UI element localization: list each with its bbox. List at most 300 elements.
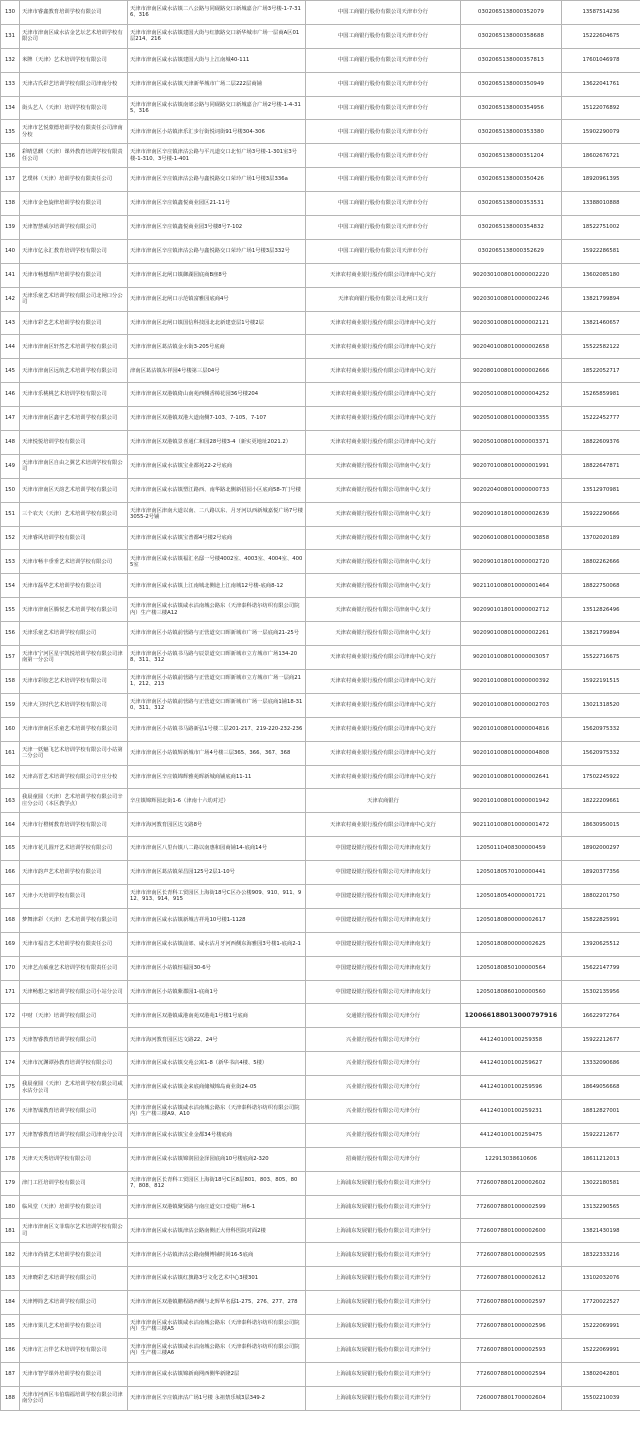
row-number-cell: 135 (1, 120, 20, 144)
address-cell: 天津市津南区小站镇前营路与正营道交口晖新城市广场一层底商1铺18-310、311、312 (128, 693, 306, 717)
bank-name-cell: 天津农商银行股份有限公司津南中心支行 (306, 454, 461, 478)
table-row (1, 287, 640, 311)
account-number-cell: 12050180800000002625 (461, 932, 562, 956)
phone-cell: 17601046978 (562, 48, 640, 72)
account-number-cell: 9020204008010000000733 (461, 478, 562, 502)
phone-cell: 15265859981 (562, 383, 640, 407)
table-row (1, 144, 640, 168)
row-number-cell: 188 (1, 1386, 20, 1410)
table-row (1, 884, 640, 908)
phone-cell: 15902290079 (562, 120, 640, 144)
row-number-cell: 171 (1, 980, 20, 1004)
school-name-cell: 天津市睿鑫教育培训学校有限公司 (20, 1, 128, 25)
phone-cell: 13512826496 (562, 598, 640, 622)
phone-cell: 16622972764 (562, 1004, 640, 1028)
phone-cell: 15222069991 (562, 1338, 640, 1362)
row-number-cell: 172 (1, 1004, 20, 1028)
phone-cell: 13821799894 (562, 287, 640, 311)
address-cell: 天津市津南区咸水沽镇宝业金都34号楼底商 (128, 1123, 306, 1147)
phone-cell: 15922212677 (562, 1028, 640, 1052)
table-row (1, 908, 640, 932)
account-number-cell: 9020901018010000002712 (461, 598, 562, 622)
row-number-cell: 141 (1, 263, 20, 287)
bank-name-cell: 中国工商银行股份有限公司天津市分行 (306, 192, 461, 216)
table-row (1, 956, 640, 980)
address-cell: 天津市津南区辛庄镇津沽公路与平凡道交口北恒广场3号楼-1-301室3号楼-1-310、3号楼-1-401 (128, 144, 306, 168)
school-name-cell: 天津智睿教育培训学校有限公司 (20, 1028, 128, 1052)
phone-cell: 15522582122 (562, 335, 640, 359)
address-cell: 天津市津南区咸水沽镇建国大街与红旗路交口新华城市广场一层商A区01层214、216 (128, 24, 306, 48)
bank-name-cell: 兴业银行股份有限公司天津分行 (306, 1076, 461, 1100)
school-name-cell: 天津智慧威尔培训学校有限公司 (20, 216, 128, 240)
table-row (1, 789, 640, 813)
phone-cell: 13821430198 (562, 1219, 640, 1243)
bank-name-cell: 兴业银行股份有限公司天津分行 (306, 1028, 461, 1052)
address-cell: 天津市津南区咸水沽镇咸水沽南城公路东（天津泰科诺尔纺织有限公司院内）生产楼三楼A9、A10 (128, 1099, 306, 1123)
row-number-cell: 145 (1, 359, 20, 383)
table-row (1, 1386, 640, 1410)
bank-name-cell: 兴业银行股份有限公司天津分行 (306, 1052, 461, 1076)
row-number-cell: 138 (1, 192, 20, 216)
address-cell: 天津市津南区咸水沽镇上江南城北侧途上江南城12号楼-底商8-12 (128, 574, 306, 598)
school-name-cell: 梦舞津彩（天津）艺术培训学校有限公司 (20, 908, 128, 932)
phone-cell: 15522716675 (562, 646, 640, 670)
school-name-cell: 天津天天秀培训学校有限公司 (20, 1147, 128, 1171)
school-name-cell: 天津市畅想理声培训学校有限公司 (20, 263, 128, 287)
phone-cell: 13602085180 (562, 263, 640, 287)
phone-cell: 15502210039 (562, 1386, 640, 1410)
table-row (1, 741, 640, 765)
phone-cell: 13821460657 (562, 311, 640, 335)
account-number-cell: 9020101008010000000392 (461, 669, 562, 693)
phone-cell: 13622041761 (562, 72, 640, 96)
table-row (1, 1099, 640, 1123)
row-number-cell: 157 (1, 646, 20, 670)
row-number-cell: 175 (1, 1076, 20, 1100)
school-name-cell: 天津古氏彩艺培训学校有限公司津南分校 (20, 72, 128, 96)
account-number-cell: 9020901008010000002261 (461, 622, 562, 646)
bank-name-cell: 上海浦东发展银行股份有限公司天津分行 (306, 1362, 461, 1386)
bank-name-cell: 交通银行股份有限公司天津分行 (306, 1004, 461, 1028)
table-row (1, 431, 640, 455)
bank-name-cell: 天津农村商业银行股份有限公司津南中心支行 (306, 383, 461, 407)
row-number-cell: 154 (1, 574, 20, 598)
phone-cell: 18602676721 (562, 144, 640, 168)
account-number-cell: 77260078801000002612 (461, 1267, 562, 1291)
school-name-cell: 彩晴思麒（天津）课外教育培训学校有限责任公司 (20, 144, 128, 168)
school-name-cell: 天津畅想之家培训学校有限公司小站分公司 (20, 980, 128, 1004)
table-row (1, 24, 640, 48)
bank-name-cell: 中国工商银行股份有限公司天津市分行 (306, 239, 461, 263)
bank-name-cell: 天津农商银行股份有限公司津南中心支行 (306, 622, 461, 646)
address-cell: 天津市津南区小站镇书马路新弘1号楼二层201-217、219-220-232-236 (128, 717, 306, 741)
school-name-cell: 天津市河西区韦伯瑞福培训学校有限公司津南分公司 (20, 1386, 128, 1410)
table-row (1, 646, 640, 670)
address-cell: 天津市津南区葛沽镇金水街3-205号底商 (128, 335, 306, 359)
row-number-cell: 185 (1, 1314, 20, 1338)
address-cell: 天津市津南区北闸口镇国信科技园北北新建壹层1号楼2层 (128, 311, 306, 335)
table-row (1, 526, 640, 550)
bank-name-cell: 天津农村商业银行股份有限公司津南中心支行 (306, 646, 461, 670)
row-number-cell: 180 (1, 1195, 20, 1219)
school-name-cell: 天津市沉渊谭孙教育培训学校有限公司 (20, 1052, 128, 1076)
account-number-cell: 12050180570100000441 (461, 861, 562, 885)
bank-name-cell: 天津农村商业银行股份有限公司津南中心支行 (306, 669, 461, 693)
address-cell: 天津市津南区咸水沽镇南郊公路与同砚路交口新城嘉合广场2号楼-1-4-315、316 (128, 96, 306, 120)
account-number-cell: 12050180850100000564 (461, 956, 562, 980)
table-row (1, 574, 640, 598)
address-cell: 天津市津南区咸水沽镇咸水沽南城公路东（天津泰科诺尔纺织有限公司院内）生产楼三楼A12 (128, 598, 306, 622)
account-number-cell: 441240100100259596 (461, 1076, 562, 1100)
address-cell: 津南区葛沽镇东祥园4号楼第三层04号 (128, 359, 306, 383)
table-row (1, 192, 640, 216)
row-number-cell: 173 (1, 1028, 20, 1052)
table-row (1, 383, 640, 407)
row-number-cell: 155 (1, 598, 20, 622)
row-number-cell: 142 (1, 287, 20, 311)
account-number-cell: 0302065138000352629 (461, 239, 562, 263)
account-number-cell: 12050180800000002617 (461, 908, 562, 932)
table-row (1, 311, 640, 335)
bank-name-cell: 上海浦东发展银行股份有限公司天津分行 (306, 1243, 461, 1267)
phone-cell: 13512970981 (562, 478, 640, 502)
bank-name-cell: 中国工商银行股份有限公司天津市分行 (306, 120, 461, 144)
school-name-cell: 天津市津南区轩然艺术培训学校有限公司 (20, 335, 128, 359)
account-number-cell: 12050180540000001721 (461, 884, 562, 908)
bank-name-cell: 上海浦东发展银行股份有限公司天津分行 (306, 1267, 461, 1291)
phone-cell: 13920625512 (562, 932, 640, 956)
address-cell: 天津市津南区八里台镇八二路以南惠和园商铺14-底商14号 (128, 837, 306, 861)
address-cell: 天津市津南区北闸口示范镇富雅园底商4号 (128, 287, 306, 311)
phone-cell: 18222209661 (562, 789, 640, 813)
school-name-cell: 天津市津南区文菲瑞尔艺术培训学校有限公司 (20, 1219, 128, 1243)
school-name-cell: 津门工匠培训学校有限公司 (20, 1171, 128, 1195)
row-number-cell: 150 (1, 478, 20, 502)
address-cell: 天津市津南区咸水沽镇咸水沽南城公路东（天津泰科诺尔纺织有限公司院内）生产楼三楼A6 (128, 1338, 306, 1362)
table-row (1, 48, 640, 72)
phone-cell: 18812827001 (562, 1099, 640, 1123)
table-body (1, 1, 640, 1411)
address-cell: 天津市津南区小站镇辉新城市广场4号楼三层365、366、367、368 (128, 741, 306, 765)
phone-cell: 18802262666 (562, 550, 640, 574)
row-number-cell: 140 (1, 239, 20, 263)
school-name-cell: 我晨童圆（天津）艺术培训学校有限公司咸水沽分公司 (20, 1076, 128, 1100)
school-name-cell: 中财（天津）培训学校有限公司 (20, 1004, 128, 1028)
address-cell: 天津市津南区辛庄镇津沽公路与鑫悦路交口荣玲广场1号楼3层336a (128, 168, 306, 192)
account-number-cell: 0302065138000352079 (461, 1, 562, 25)
bank-name-cell: 上海浦东发展银行股份有限公司天津分行 (306, 1291, 461, 1315)
phone-cell: 18522052717 (562, 359, 640, 383)
school-name-cell: 天津大卫时代艺术培训学校有限公司 (20, 693, 128, 717)
account-number-cell: 77260078801000002596 (461, 1314, 562, 1338)
school-name-cell: 天津市乐桃桃艺术培训学校有限公司 (20, 383, 128, 407)
phone-cell: 18611212013 (562, 1147, 640, 1171)
account-number-cell: 9020101008010000002641 (461, 765, 562, 789)
address-cell: 天津市津南区小站镇紫郡园1-底商1号 (128, 980, 306, 1004)
table-row (1, 454, 640, 478)
row-number-cell: 134 (1, 96, 20, 120)
row-number-cell: 161 (1, 741, 20, 765)
phone-cell: 15620975332 (562, 717, 640, 741)
account-number-cell: 9020101008010000004816 (461, 717, 562, 741)
bank-name-cell: 中国建设银行股份有限公司天津津南支行 (306, 837, 461, 861)
row-number-cell: 179 (1, 1171, 20, 1195)
school-name-cell: 米牌（天津）艺术培训学校有限公司 (20, 48, 128, 72)
bank-name-cell: 天津农商银行股份有限公司津南中心支行 (306, 526, 461, 550)
address-cell: 天津市津南区咸水沽镇宝业都苑22-2号底商 (128, 454, 306, 478)
school-name-cell: 临风堂（天津）培训学校有限公司 (20, 1195, 128, 1219)
row-number-cell: 153 (1, 550, 20, 574)
table-row (1, 669, 640, 693)
row-number-cell: 131 (1, 24, 20, 48)
phone-cell: 18822750068 (562, 574, 640, 598)
phone-cell: 15922212677 (562, 1123, 640, 1147)
address-cell: 天津市海河教育园区达文路22、24号 (128, 1028, 306, 1052)
phone-cell: 13132290565 (562, 1195, 640, 1219)
school-name-cell: 三个农夫（天津）艺术培训学校有限公司 (20, 502, 128, 526)
school-name-cell: 天津市韵声艺术培训学校有限公司 (20, 861, 128, 885)
row-number-cell: 148 (1, 431, 20, 455)
school-name-cell: 天津市津南区咸水沽金艺坛艺术培训学校有限公司 (20, 24, 128, 48)
school-name-cell: 天津市津南区自由之翼艺术培训学校有限公司 (20, 454, 128, 478)
account-number-cell: 77260078801000002597 (461, 1291, 562, 1315)
phone-cell: 17502245922 (562, 765, 640, 789)
row-number-cell: 167 (1, 884, 20, 908)
address-cell: 天津市津南区咸水沽镇宝普都4号楼2号底商 (128, 526, 306, 550)
phone-cell: 13587514236 (562, 1, 640, 25)
account-number-cell: 77260078801000002599 (461, 1195, 562, 1219)
account-number-cell: 0302065138000350426 (461, 168, 562, 192)
table-row (1, 1362, 640, 1386)
account-number-cell: 0302065138000354956 (461, 96, 562, 120)
account-number-cell: 9020501008010000004252 (461, 383, 562, 407)
table-row (1, 550, 640, 574)
school-name-cell: 天津市智学课外培训学校有限公司 (20, 1362, 128, 1386)
address-cell: 天津市津南区双港镇聚贤路与南庄道交口壹缇广场6-1 (128, 1195, 306, 1219)
table-row (1, 717, 640, 741)
phone-cell: 15822825991 (562, 908, 640, 932)
school-name-cell: 街头艺人（天津）培训学校有限公司 (20, 96, 128, 120)
row-number-cell: 177 (1, 1123, 20, 1147)
table-row (1, 932, 640, 956)
bank-name-cell: 天津农商银行股份有限公司津南中心支行 (306, 550, 461, 574)
address-cell: 天津市津南区辛庄镇津沽公路与鑫悦路交口荣玲广场1号楼3层332号 (128, 239, 306, 263)
school-name-cell: 天津乐童艺术培训学校有限公司北闸口分公司 (20, 287, 128, 311)
bank-name-cell: 上海浦东发展银行股份有限公司天津分行 (306, 1338, 461, 1362)
school-name-cell: 天津市畅丰垂垂艺术培训学校有限公司 (20, 550, 128, 574)
row-number-cell: 137 (1, 168, 20, 192)
row-number-cell: 149 (1, 454, 20, 478)
row-number-cell: 152 (1, 526, 20, 550)
row-number-cell: 165 (1, 837, 20, 861)
address-cell: 天津市津南区小站镇书马路与辰景道交口晖新城市立方城市广场134-208、311、312 (128, 646, 306, 670)
account-number-cell: 9020501008010000003371 (461, 431, 562, 455)
row-number-cell: 139 (1, 216, 20, 240)
address-cell: 天津市津南区小站镇津乐汇步行街悦词街91号楼304-306 (128, 120, 306, 144)
account-number-cell: 9020901018010000002639 (461, 502, 562, 526)
account-number-cell: 9020601008010000003858 (461, 526, 562, 550)
phone-cell: 17720022527 (562, 1291, 640, 1315)
address-cell: 天津市津南区咸水沽镇新城吉祥苑10号楼1-1128 (128, 908, 306, 932)
address-cell: 天津市津南区咸水沽镇锦润园金泽园底商10号楼底商2-320 (128, 1147, 306, 1171)
account-number-cell: 441240100100259627 (461, 1052, 562, 1076)
bank-name-cell: 天津农商银行股份有限公司津南中心支行 (306, 478, 461, 502)
account-number-cell: 9021101008010000001472 (461, 813, 562, 837)
school-name-cell: 天津市亿永汇教育培训学校有限公司 (20, 239, 128, 263)
table-row (1, 980, 640, 1004)
bank-name-cell: 中国工商银行股份有限公司天津市分行 (306, 216, 461, 240)
table-row (1, 1171, 640, 1195)
bank-name-cell: 中国建设银行股份有限公司天津津南支行 (306, 908, 461, 932)
bank-name-cell: 天津农商银行股份有限公司津南中心支行 (306, 502, 461, 526)
phone-cell: 15302135956 (562, 980, 640, 1004)
address-cell: 天津市津南区咸水沽镇津沽公路南侧正大骨科医院对面2楼 (128, 1219, 306, 1243)
account-number-cell: 9020301008010000002220 (461, 263, 562, 287)
bank-name-cell: 天津农村商业银行股份有限公司津南中心支行 (306, 741, 461, 765)
table-row (1, 263, 640, 287)
row-number-cell: 163 (1, 789, 20, 813)
school-name-cell: 天津高晋艺术培训学校有限公司辛庄分校 (20, 765, 128, 789)
school-name-cell: 天津市宁河区星宇凯悦培训学校有限公司津南第一分公司 (20, 646, 128, 670)
address-cell: 天津市津南区葛沽镇荣昌园125号2层1-10号 (128, 861, 306, 885)
table-row (1, 1243, 640, 1267)
account-number-cell: 441240100100259475 (461, 1123, 562, 1147)
bank-name-cell: 天津农村商业银行股份有限公司津南中心支行 (306, 335, 461, 359)
school-name-cell: 天津市尚倩艺术培训学校有限公司 (20, 1243, 128, 1267)
bank-name-cell: 上海浦东发展银行股份有限公司天津分行 (306, 1195, 461, 1219)
account-number-cell: 77260078801000002600 (461, 1219, 562, 1243)
table-row (1, 1338, 640, 1362)
address-cell: 天津市津南区双港镇咸港南苑双港苑1号楼1号底商 (128, 1004, 306, 1028)
school-name-cell: 天津市花儿圆开艺术培训学校有限公司 (20, 837, 128, 861)
table-row (1, 502, 640, 526)
school-name-cell: 天津智睿教育培训学校有限公司津南分公司 (20, 1123, 128, 1147)
address-cell: 天津市津南区双港镇景喜通仁和园28号楼3-4（新实更地址2021.2） (128, 431, 306, 455)
school-name-cell: 天津市津南区乐童艺术培训学校有限公司 (20, 717, 128, 741)
school-name-cell: 天津市汇言伴艺术培训学校有限公司 (20, 1338, 128, 1362)
table-row (1, 861, 640, 885)
address-cell: 天津市津南区津南大道以南、二八路以东、月牙河以西新城嘉悦广场7号楼3055-2号铺 (128, 502, 306, 526)
table-row (1, 407, 640, 431)
bank-name-cell: 中国建设银行股份有限公司天津津南支行 (306, 884, 461, 908)
account-number-cell: 9020301008010000002246 (461, 287, 562, 311)
address-cell: 天津市津南区咸水沽镇金来底商储城锦岛商业街24-05 (128, 1076, 306, 1100)
row-number-cell: 182 (1, 1243, 20, 1267)
account-number-cell: 122913038610606 (461, 1147, 562, 1171)
row-number-cell: 168 (1, 908, 20, 932)
account-number-cell: 9020101008010000002703 (461, 693, 562, 717)
bank-name-cell: 中国建设银行股份有限公司天津津南支行 (306, 932, 461, 956)
address-cell: 天津市津南区长青科工贸园区上海街18号C区办公楼909、910、911、912、913、914、915 (128, 884, 306, 908)
table-row (1, 1052, 640, 1076)
account-number-cell: 12050110408300000459 (461, 837, 562, 861)
address-cell: 天津市津南区双港镇双港大道南侧7-103、7-105、7-107 (128, 407, 306, 431)
address-cell: 天津市津南区咸水沽镇塑江路西、南华路北侧新招园小区底商58-7门号楼 (128, 478, 306, 502)
table-row (1, 1219, 640, 1243)
table-row (1, 813, 640, 837)
row-number-cell: 151 (1, 502, 20, 526)
table-row (1, 72, 640, 96)
address-cell: 天津市津南区小站镇前营路与正营道交口晖新城市广场一层底商21-25号 (128, 622, 306, 646)
account-number-cell: 9020301008010000002121 (461, 311, 562, 335)
table-row (1, 837, 640, 861)
address-cell: 天津市津南区辛庄镇鑫悦商业园3号楼8号7-102 (128, 216, 306, 240)
school-name-cell: 天津市津南区腾悦艺术培训学校有限公司 (20, 598, 128, 622)
phone-cell: 15222452777 (562, 407, 640, 431)
row-number-cell: 184 (1, 1291, 20, 1315)
account-number-cell: 0302065138000350949 (461, 72, 562, 96)
phone-cell: 18822647871 (562, 454, 640, 478)
row-number-cell: 187 (1, 1362, 20, 1386)
account-number-cell: 72600078801700002604 (461, 1386, 562, 1410)
table-row (1, 216, 640, 240)
account-number-cell: 9020101008010000004808 (461, 741, 562, 765)
table-row (1, 1004, 640, 1028)
table-row (1, 359, 640, 383)
school-name-cell: 天津悦悦培训学校有限公司 (20, 431, 128, 455)
phone-cell: 15122076892 (562, 96, 640, 120)
account-number-cell: 0302065138000354832 (461, 216, 562, 240)
phone-cell: 13388010888 (562, 192, 640, 216)
phone-cell: 13821799894 (562, 622, 640, 646)
phone-cell: 15922191515 (562, 669, 640, 693)
account-number-cell: 77260078801000002593 (461, 1338, 562, 1362)
phone-cell: 15922290666 (562, 502, 640, 526)
address-cell: 天津市津南区双港镇鹏程路西侧与北辉华名邸1-275、276、277、278 (128, 1291, 306, 1315)
bank-name-cell: 天津农商银行股份有限公司津南中心支行 (306, 574, 461, 598)
row-number-cell: 162 (1, 765, 20, 789)
phone-cell: 18920377356 (562, 861, 640, 885)
account-number-cell: 0302065138000353531 (461, 192, 562, 216)
phone-cell: 18822609376 (562, 431, 640, 455)
row-number-cell: 147 (1, 407, 20, 431)
address-cell: 天津市海河教育园区达文路8号 (128, 813, 306, 837)
row-number-cell: 166 (1, 861, 20, 885)
table-row (1, 1267, 640, 1291)
row-number-cell: 146 (1, 383, 20, 407)
account-number-cell: 9020701008010000001991 (461, 454, 562, 478)
row-number-cell: 133 (1, 72, 20, 96)
school-name-cell: 天津艺点硕童艺术培训学校有限责任公司 (20, 956, 128, 980)
phone-cell: 13702020189 (562, 526, 640, 550)
bank-name-cell: 中国建设银行股份有限公司天津津南支行 (306, 956, 461, 980)
address-cell: 天津市津南区小站镇津沽公路南侧博铺时尚16-5底商 (128, 1243, 306, 1267)
bank-name-cell: 中国工商银行股份有限公司天津市分行 (306, 1, 461, 25)
bank-name-cell: 天津农村商业银行股份有限公司津南中心支行 (306, 359, 461, 383)
account-number-cell: 9020801008010000002666 (461, 359, 562, 383)
row-number-cell: 178 (1, 1147, 20, 1171)
bank-name-cell: 天津农村商业银行股份有限公司津南中心支行 (306, 407, 461, 431)
school-name-cell: 天津市彩胶艺艺术培训学校有限公司 (20, 669, 128, 693)
table-row (1, 1195, 640, 1219)
phone-cell: 18902000297 (562, 837, 640, 861)
row-number-cell: 174 (1, 1052, 20, 1076)
phone-cell: 18322333216 (562, 1243, 640, 1267)
bank-name-cell: 中国工商银行股份有限公司天津市分行 (306, 96, 461, 120)
phone-cell: 15622147799 (562, 956, 640, 980)
table-row (1, 622, 640, 646)
school-name-cell: 天津市磊华艺术培训学校有限公司 (20, 574, 128, 598)
address-cell: 辛庄镇锦辉园北街1-6（津南十六幼对过） (128, 789, 306, 813)
bank-name-cell: 中国建设银行股份有限公司天津津南支行 (306, 980, 461, 1004)
row-number-cell: 136 (1, 144, 20, 168)
bank-name-cell: 天津农村商业银行股份有限公司津南中心支行 (306, 765, 461, 789)
account-number-cell: 12050180860100000560 (461, 980, 562, 1004)
phone-cell: 18522751002 (562, 216, 640, 240)
school-name-cell: 天津市艺悦蒙德培训学校有限责任公司津南分校 (20, 120, 128, 144)
phone-cell: 15222069991 (562, 1314, 640, 1338)
row-number-cell: 144 (1, 335, 20, 359)
